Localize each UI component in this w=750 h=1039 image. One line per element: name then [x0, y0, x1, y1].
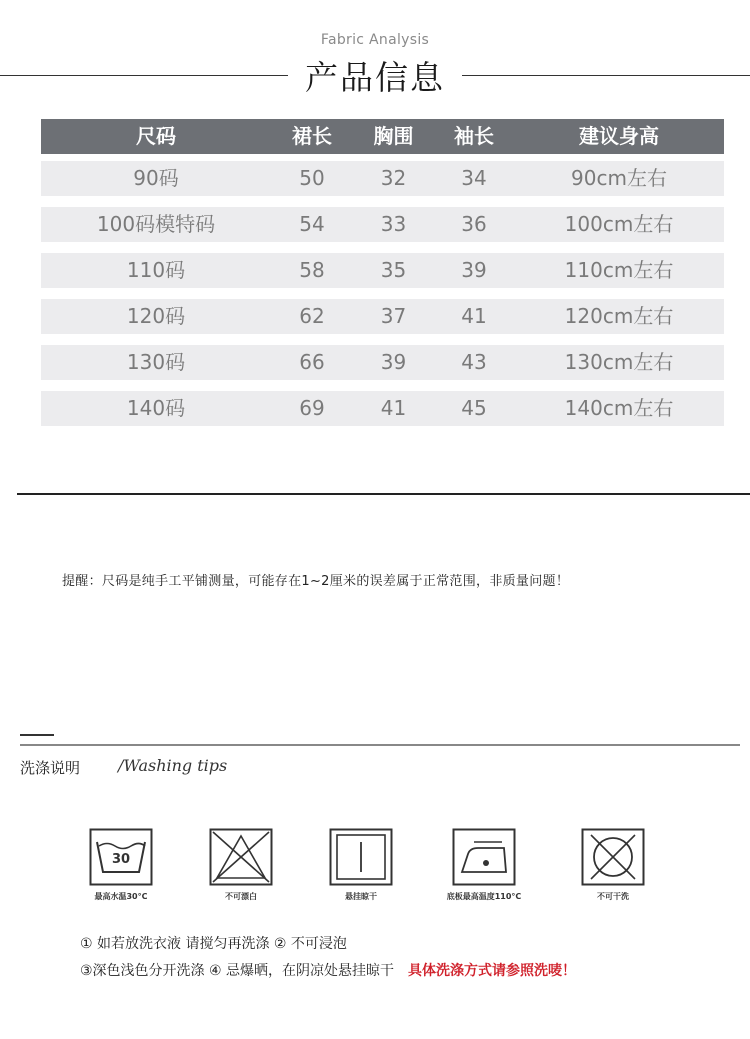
header-skirt-length: 裙长: [292, 124, 332, 148]
table-row: [41, 161, 724, 196]
washing-tips-line-2-text: ③深色浅色分开洗涤 ④ 忌爆晒，在阴凉处悬挂晾干: [80, 963, 395, 979]
cell-size: 130码: [126, 350, 186, 374]
cell-height: 130cm左右: [564, 350, 674, 374]
cell-sleeve: 39: [461, 258, 487, 282]
section-divider: [17, 493, 750, 495]
cell-chest: 37: [380, 304, 407, 328]
no-dry-clean-label: 不可干洗: [597, 892, 629, 901]
cell-chest: 35: [380, 258, 407, 282]
header-height: 建议身高: [579, 124, 659, 148]
washing-divider: [20, 744, 740, 746]
header-sleeve: 袖长: [454, 124, 494, 148]
washing-accent-bar: [20, 734, 54, 736]
cell-sleeve: 34: [461, 166, 487, 190]
cell-skirt-length: 54: [299, 212, 325, 236]
no-bleach-icon: [209, 828, 273, 886]
iron-label: 底板最高温度110°C: [446, 892, 522, 901]
cell-skirt-length: 69: [299, 396, 325, 420]
wash-temp-text: 30: [111, 852, 131, 867]
cell-sleeve: 45: [461, 396, 487, 420]
cell-skirt-length: 50: [299, 166, 325, 190]
measurement-notice: 提醒：尺码是纯手工平铺测量，可能存在1~2厘米的误差属于正常范围，非质量问题！: [62, 574, 570, 589]
header-chest: 胸围: [373, 124, 414, 148]
cell-chest: 41: [380, 396, 407, 420]
washing-tips-line-1: ① 如若放洗衣液 请搅匀再洗涤 ② 不可浸泡: [80, 936, 347, 952]
washing-tips-warning: 具体洗涤方式请参照洗唛！: [408, 963, 577, 979]
cell-sleeve: 43: [461, 350, 487, 374]
table-row: [41, 207, 724, 242]
cell-skirt-length: 62: [299, 304, 325, 328]
cell-height: 100cm左右: [564, 212, 674, 236]
size-table: [41, 119, 724, 437]
table-row: [41, 299, 724, 334]
wash-30-label: 最高水温30°C: [94, 892, 148, 901]
section-subtitle: Fabric Analysis: [320, 32, 430, 48]
no-bleach-label: 不可漂白: [225, 892, 257, 901]
washing-title: 洗涤说明: [20, 759, 81, 777]
cell-size: 90码: [133, 166, 179, 190]
cell-chest: 33: [380, 212, 407, 236]
cell-height: 140cm左右: [564, 396, 674, 420]
cell-sleeve: 36: [461, 212, 487, 236]
cell-skirt-length: 58: [299, 258, 325, 282]
iron-icon: [452, 828, 516, 886]
washing-tips-line-2: [80, 960, 576, 980]
hang-dry-icon: [329, 828, 393, 886]
table-row: [41, 345, 724, 380]
no-dry-clean-icon: [581, 828, 645, 886]
wash-30-icon: [89, 828, 153, 886]
hang-dry-label: 悬挂晾干: [345, 892, 377, 901]
cell-size: 120码: [126, 304, 186, 328]
cell-chest: 39: [380, 350, 407, 374]
cell-sleeve: 41: [461, 304, 487, 328]
cell-size: 140码: [126, 396, 186, 420]
table-row: [41, 253, 724, 288]
table-header-row: [41, 119, 724, 154]
header-size: 尺码: [136, 124, 176, 148]
cell-chest: 32: [380, 166, 407, 190]
cell-height: 90cm左右: [571, 166, 667, 190]
washing-subtitle: /Washing tips: [118, 756, 228, 775]
table-row: [41, 391, 724, 426]
page-title: 产品信息: [305, 58, 445, 97]
cell-size: 110码: [126, 258, 186, 282]
cell-skirt-length: 66: [299, 350, 325, 374]
cell-height: 120cm左右: [564, 304, 674, 328]
cell-size: 100码模特码: [96, 212, 216, 236]
cell-height: 110cm左右: [564, 258, 674, 282]
